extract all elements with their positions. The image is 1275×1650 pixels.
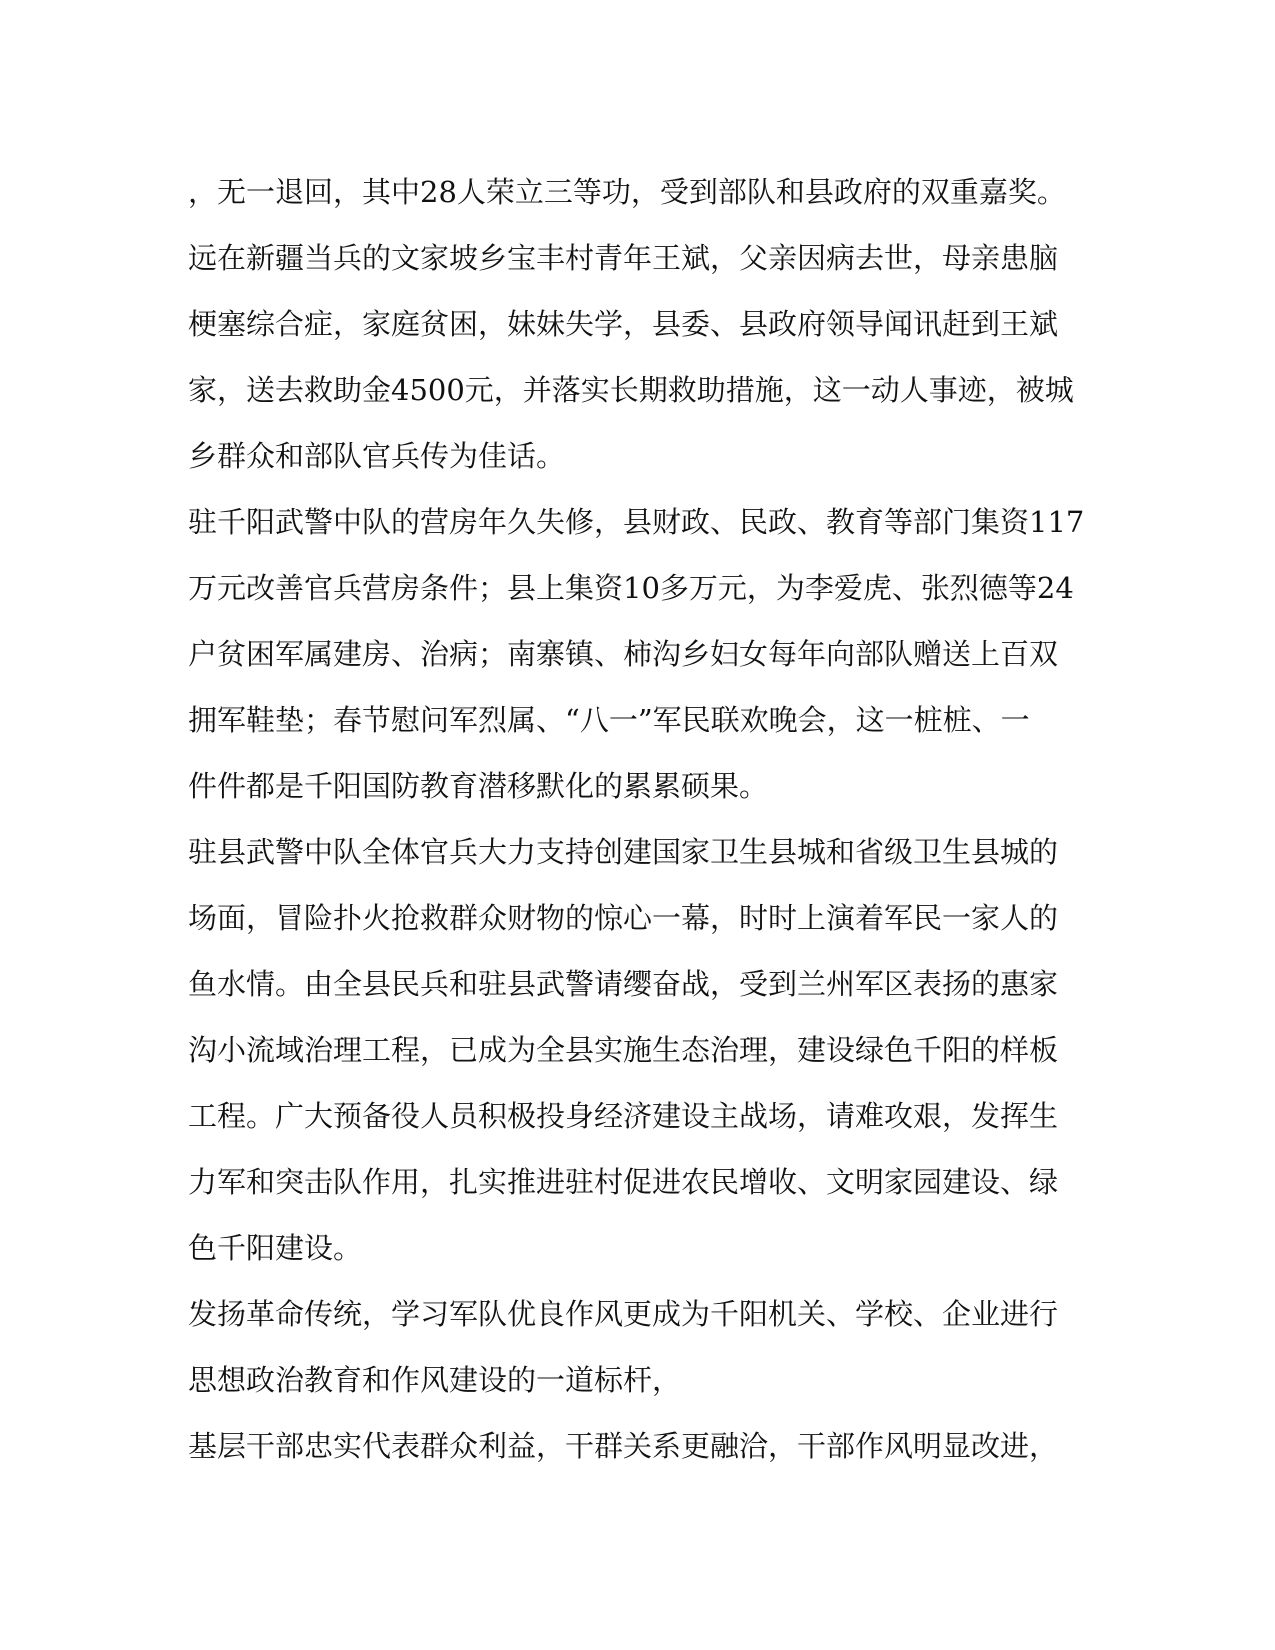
- text-line: 思想政治教育和作风建设的一道标杆，: [188, 1363, 682, 1397]
- text-line: 工程。广大预备役人员积极投身经济建设主战场，请难攻艰，发挥生: [188, 1099, 1059, 1133]
- text-line: 拥军鞋垫；春节慰问军烈属、“八一”军民联欢晚会，这一桩桩、一: [188, 703, 1030, 737]
- text-line: 万元改善官兵营房条件；县上集资10多万元，为李爱虎、张烈德等24: [188, 571, 1074, 605]
- text-line: 鱼水情。由全县民兵和驻县武警请缨奋战，受到兰州军区表扬的惠家: [188, 967, 1059, 1001]
- text-line: 远在新疆当兵的文家坡乡宝丰村青年王斌，父亲因病去世，母亲患脑: [188, 241, 1059, 275]
- text-line: 沟小流域治理工程，已成为全县实施生态治理，建设绿色千阳的样板: [188, 1033, 1059, 1067]
- text-line: 驻县武警中队全体官兵大力支持创建国家卫生县城和省级卫生县城的: [188, 835, 1059, 869]
- text-line: 力军和突击队作用，扎实推进驻村促进农民增收、文明家园建设、绿: [188, 1165, 1059, 1199]
- text-line: 色千阳建设。: [188, 1231, 363, 1265]
- text-line: 家，送去救助金4500元，并落实长期救助措施，这一动人事迹，被城: [188, 373, 1074, 407]
- text-line: 发扬革命传统，学习军队优良作风更成为千阳机关、学校、企业进行: [188, 1297, 1059, 1331]
- text-line: 驻千阳武警中队的营房年久失修，县财政、民政、教育等部门集资117: [188, 505, 1085, 539]
- text-line: 乡群众和部队官兵传为佳话。: [188, 439, 566, 473]
- text-line: 梗塞综合症，家庭贫困，妹妹失学，县委、县政府领导闻讯赶到王斌: [188, 307, 1059, 341]
- text-line: 场面，冒险扑火抢救群众财物的惊心一幕，时时上演着军民一家人的: [188, 901, 1059, 935]
- text-line: ，无一退回，其中28人荣立三等功，受到部队和县政府的双重嘉奖。: [188, 175, 1066, 209]
- text-line: 户贫困军属建房、治病；南寨镇、柿沟乡妇女每年向部队赠送上百双: [188, 637, 1059, 671]
- body-text: [188, 159, 1088, 1479]
- text-line: 基层干部忠实代表群众利益，干群关系更融洽，干部作风明显改进，: [188, 1429, 1059, 1463]
- text-line: 件件都是千阳国防教育潜移默化的累累硕果。: [188, 769, 769, 803]
